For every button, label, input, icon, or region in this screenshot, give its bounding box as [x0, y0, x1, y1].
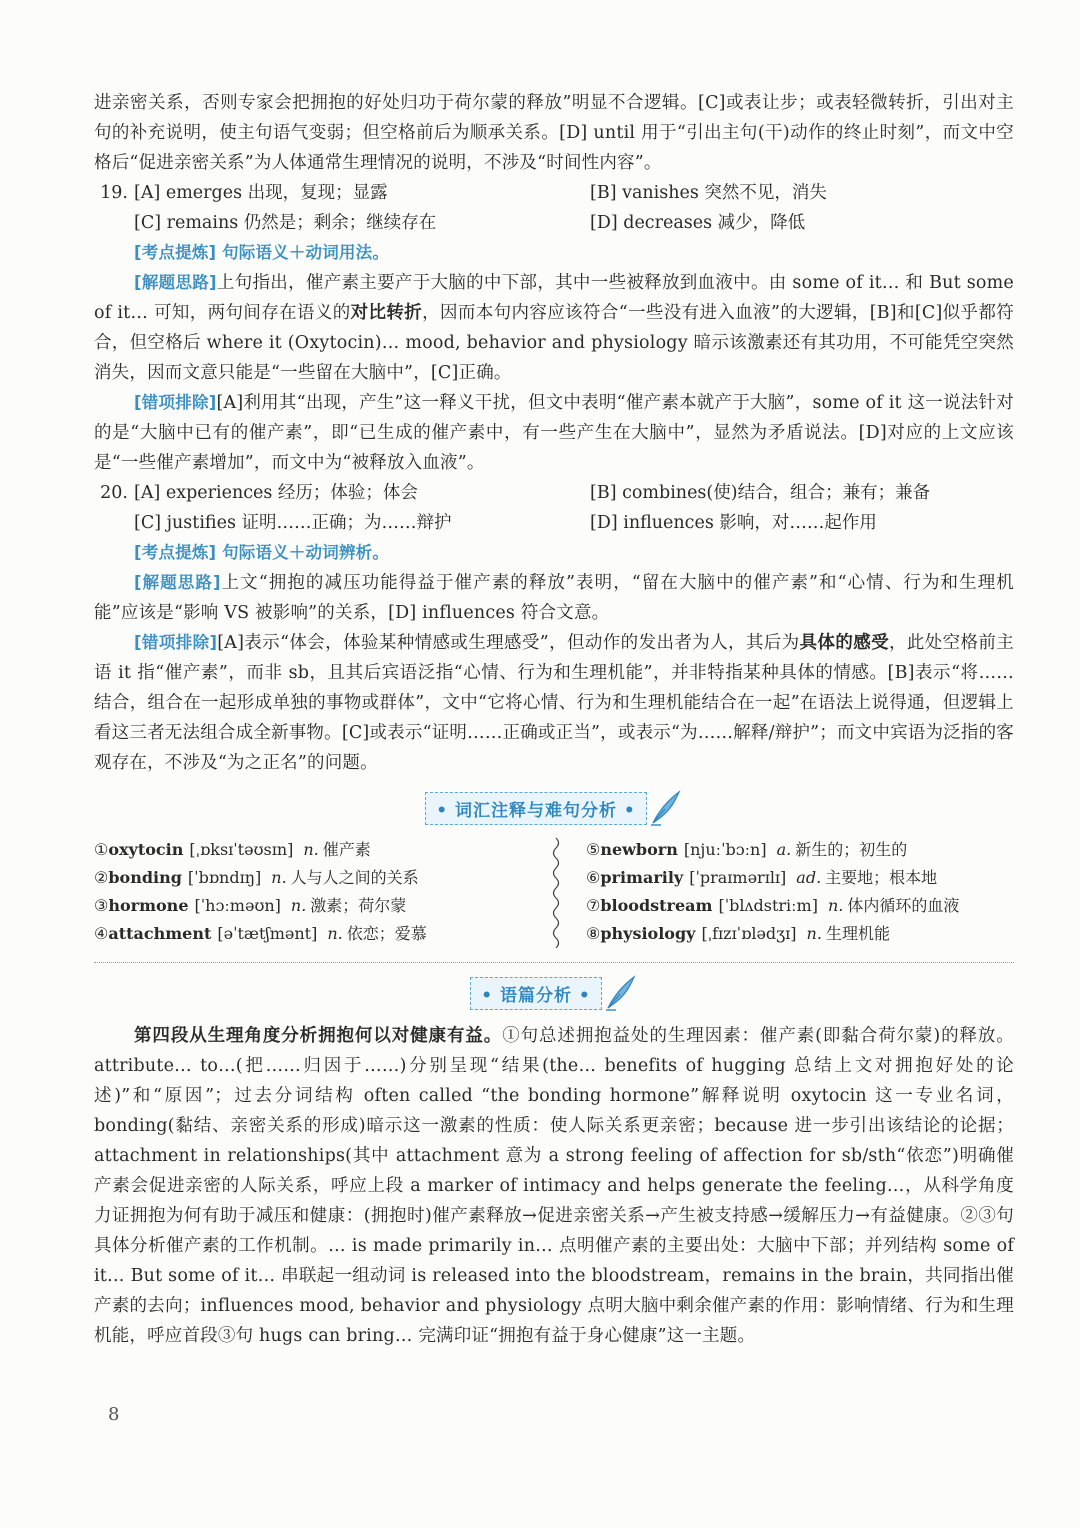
- analysis-banner: • 语篇分析 •: [470, 977, 602, 1010]
- q19-jieti-bold: 对比转折: [350, 303, 423, 323]
- vocab-def: 人与人之间的关系: [290, 868, 419, 887]
- vocab-item: [94, 920, 534, 948]
- q20-cuoxiang-bold: 具体的感受: [799, 633, 889, 653]
- q19-jieti-tag: [解题思路]: [134, 273, 217, 292]
- vocab-num: ③: [94, 896, 109, 915]
- q20-cuoxiang-text-1: [A]表示“体会，体验某种情感或生理感受”，但动作的发出者为人，其后为: [217, 633, 800, 653]
- vocab-phonetic: [ˌɒksɪˈtəʊsɪn]: [189, 840, 294, 859]
- vocab-pos: n.: [290, 896, 307, 915]
- q20-option-d: [D] influences 影响，对……起作用: [590, 513, 877, 533]
- q20-cuoxiang: [94, 628, 1014, 778]
- vocab-phonetic: [ˈhɔːməʊn]: [194, 896, 281, 915]
- q20-option-a: [A] experiences 经历；体验；体会: [134, 483, 418, 503]
- q20-options-row-1: [94, 478, 1014, 508]
- q20-jieti-text: 上文“拥抱的减压功能得益于催产素的释放”表明，“留在大脑中的催产素”和“心情、行为和生理机能”应该是“影响 VS 被影响”的关系，[D] influences 符合文意。: [94, 573, 1014, 623]
- content-column: [94, 88, 1014, 1351]
- q20-option-b: [B] combines(使)结合，组合；兼有；兼备: [590, 483, 931, 503]
- vocab-num: ⑥: [586, 868, 601, 887]
- q19-cuoxiang-tag: [错项排除]: [134, 393, 217, 412]
- analysis-banner-wrap: [94, 973, 1014, 1013]
- vocab-item: [94, 836, 534, 864]
- vocab-def: 生理机能: [825, 924, 890, 943]
- vocab-word: bloodstream: [600, 896, 713, 915]
- q19-jieti: [94, 268, 1014, 388]
- wavy-divider-line: [549, 836, 563, 948]
- q19-number: 19.: [100, 183, 128, 203]
- q20-number: 20.: [100, 483, 128, 503]
- vocab-pos: n.: [271, 868, 287, 887]
- q19-jieti-text-2: ，因而本句内容应该符合“一些没有进入血液”的大逻辑，[B]和[C]似乎都符合，但空格后 where it (Oxytocin)… mood, behavior and physiology 暗示该激素还有其功用，不可能凭空突然消失，因而文意只能是“一些留在大脑中”，[C]正确。: [94, 303, 1014, 383]
- vocab-def: 新生的；初生的: [795, 840, 908, 859]
- vocab-pos: ad.: [796, 868, 822, 887]
- vocab-phonetic: [njuːˈbɔːn]: [683, 840, 767, 859]
- q19-option-b: [B] vanishes 突然不见，消失: [590, 183, 827, 203]
- vocab-num: ②: [94, 868, 109, 887]
- vocab-phonetic: [ˈbɒndɪŋ]: [187, 868, 262, 887]
- vocab-num: ⑦: [586, 896, 601, 915]
- q19-options-row-2: [94, 208, 1014, 238]
- vocab-banner: • 词汇注释与难句分析 •: [425, 792, 647, 825]
- vocab-def: 体内循环的血液: [847, 896, 960, 915]
- vocab-def: 催产素: [322, 840, 371, 859]
- vocab-pos: a.: [776, 840, 792, 859]
- q20-option-c: [C] justifies 证明……正确；为……辩护: [134, 513, 452, 533]
- top-paragraph: 进亲密关系，否则专家会把拥抱的好处归功于荷尔蒙的释放”明显不合逻辑。[C]或表让步；或表轻微转折，引出对主句的补充说明，使主句语气变弱；但空格前后为顺承关系。[D] until 用于“引出主句(干)动作的终止时刻”，而文中空格后“促进亲密关系”为人体通常生理情况的说明，不涉及“时间性内容”。: [94, 93, 1014, 173]
- vocab-num: ④: [94, 924, 109, 943]
- q19-kaodian-text: 句际语义＋动词用法。: [222, 243, 390, 262]
- q19-kaodian-tag: [考点提炼]: [134, 243, 217, 262]
- vocab-word: hormone: [108, 896, 189, 915]
- q19-option-d: [D] decreases 减少，降低: [590, 213, 806, 233]
- vocab-def: 依恋；爱慕: [346, 924, 427, 943]
- q20-cuoxiang-text-2: ，此处空格前主语 it 指“催产素”，而非 sb，且其后宾语泛指“心情、行为和生理机能”，并非特指某种具体的情感。[B]表示“将……结合，组合在一起形成单独的事物或群体”，文中“它将心情、行为和生理机能结合在一起”在语法上说得通，但逻辑上看这三者无法组合成全新事物。[C]或表示“证明……正确或正当”，或表示“为……解释/辩护”；而文中宾语为泛指的客观存在，不涉及“为之正名”的问题。: [94, 633, 1014, 773]
- vocab-num: ⑧: [586, 924, 601, 943]
- q19-option-c: [C] remains 仍然是；剩余；继续存在: [134, 213, 437, 233]
- vocab-def: 主要地；根本地: [825, 868, 938, 887]
- vocab-word: newborn: [600, 840, 678, 859]
- vocab-phonetic: [ˈpraɪmərɪlɪ]: [689, 868, 787, 887]
- vocab-item: [586, 920, 1014, 948]
- q20-kaodian-text: 句际语义＋动词辨析。: [222, 543, 390, 562]
- dotted-divider: [94, 962, 1014, 963]
- vocab-item: [586, 892, 1014, 920]
- vocab-pos: n.: [303, 840, 319, 859]
- vocab-word: attachment: [108, 924, 212, 943]
- q20-options-row-2: [94, 508, 1014, 538]
- q20-kaodian-tag: [考点提炼]: [134, 543, 217, 562]
- analysis-paragraph: [94, 1021, 1014, 1351]
- analysis-bold: 第四段从生理角度分析拥抱何以对健康有益。: [134, 1026, 503, 1046]
- q19-options-row-1: [94, 178, 1014, 208]
- vocab-item: [94, 892, 534, 920]
- vocab-pos: n.: [806, 924, 822, 943]
- quill-pen-icon: [604, 974, 638, 1012]
- page-number: 8: [108, 1404, 120, 1425]
- vocab-num: ⑤: [586, 840, 601, 859]
- q20-jieti: [94, 568, 1014, 628]
- vocab-word: bonding: [108, 868, 182, 887]
- q19-option-a: [A] emerges 出现，复现；显露: [134, 183, 388, 203]
- vocab-word: oxytocin: [108, 840, 184, 859]
- q19-kaodian: [94, 238, 1014, 268]
- q19-cuoxiang-text: [A]利用其“出现，产生”这一释义干扰，但文中表明“催产素本就产于大脑”，some of it 这一说法针对的是“大脑中已有的催产素”，即“已生成的催产素中，有一些产生在大脑中”，显然为矛盾说法。[D]对应的上文应该是“一些催产素增加”，而文中为“被释放入血液”。: [94, 393, 1014, 473]
- vocab-item: [586, 864, 1014, 892]
- vocab-phonetic: [əˈtætʃmənt]: [217, 924, 318, 943]
- vocab-item: [94, 864, 534, 892]
- vocab-word: primarily: [600, 868, 684, 887]
- vocab-pos: n.: [827, 896, 844, 915]
- vocab-phonetic: [ˈblʌdstriːm]: [718, 896, 818, 915]
- vocab-pos: n.: [327, 924, 343, 943]
- vocab-num: ①: [94, 840, 109, 859]
- q20-kaodian: [94, 538, 1014, 568]
- quill-pen-icon: [649, 789, 683, 827]
- vocab-item: [586, 836, 1014, 864]
- vocab-def: 激素；荷尔蒙: [310, 896, 407, 915]
- q19-jieti-text-1: 上句指出，催产素主要产于大脑的中下部，其中一些被释放到血液中。由 some of it… 和 But some of it… 可知，两句间存在语义的: [94, 273, 1014, 323]
- analysis-text: ①句总述拥抱益处的生理因素：催产素(即黏合荷尔蒙)的释放。attribute… to…(把……归因于……)分别呈现“结果(the… benefits of hugging 总结上文对拥抱好处的论述)”和“原因”；过去分词结构 often called “the bonding hormone”解释说明 oxytocin 这一专业名词，bonding(黏结、亲密关系的形成)暗示这一激素的性质：使人际关系更亲密；because 进一步引出该结论的论据；attachment in relationships(其中 attachment 意为 a strong feeling of affection for sb/sth“依恋”)明确催产素会促进亲密的人际关系，呼应上段 a marker of intimacy and helps generate the feeling…，从科学角度力证拥抱为何有助于减压和健康：(拥抱时)催产素释放→促进亲密关系→产生被支持感→缓解压力→有益健康。②③句具体分析催产素的工作机制。… is made primarily in… 点明催产素的主要出处：大脑中下部；并列结构 some of it… But some of it… 串联起一组动词 is released into the bloodstream，remains in the brain，共同指出催产素的去向；influences mood, behavior and physiology 点明大脑中剩余催产素的作用：影响情绪、行为和生理机能，呼应首段③句 hugs can bring… 完满印证“拥抱有益于身心健康”这一主题。: [94, 1026, 1015, 1346]
- vocab-right-column: [578, 836, 1014, 948]
- q20-cuoxiang-tag: [错项排除]: [134, 633, 218, 652]
- wavy-divider: [534, 836, 578, 948]
- q20-jieti-tag: [解题思路]: [134, 573, 221, 592]
- vocab-list: [94, 836, 1014, 948]
- vocab-phonetic: [ˌfɪzɪˈɒlədʒɪ]: [701, 924, 797, 943]
- q19-cuoxiang: [94, 388, 1014, 478]
- vocab-left-column: [94, 836, 534, 948]
- vocab-word: physiology: [600, 924, 696, 943]
- vocab-banner-wrap: [94, 788, 1014, 828]
